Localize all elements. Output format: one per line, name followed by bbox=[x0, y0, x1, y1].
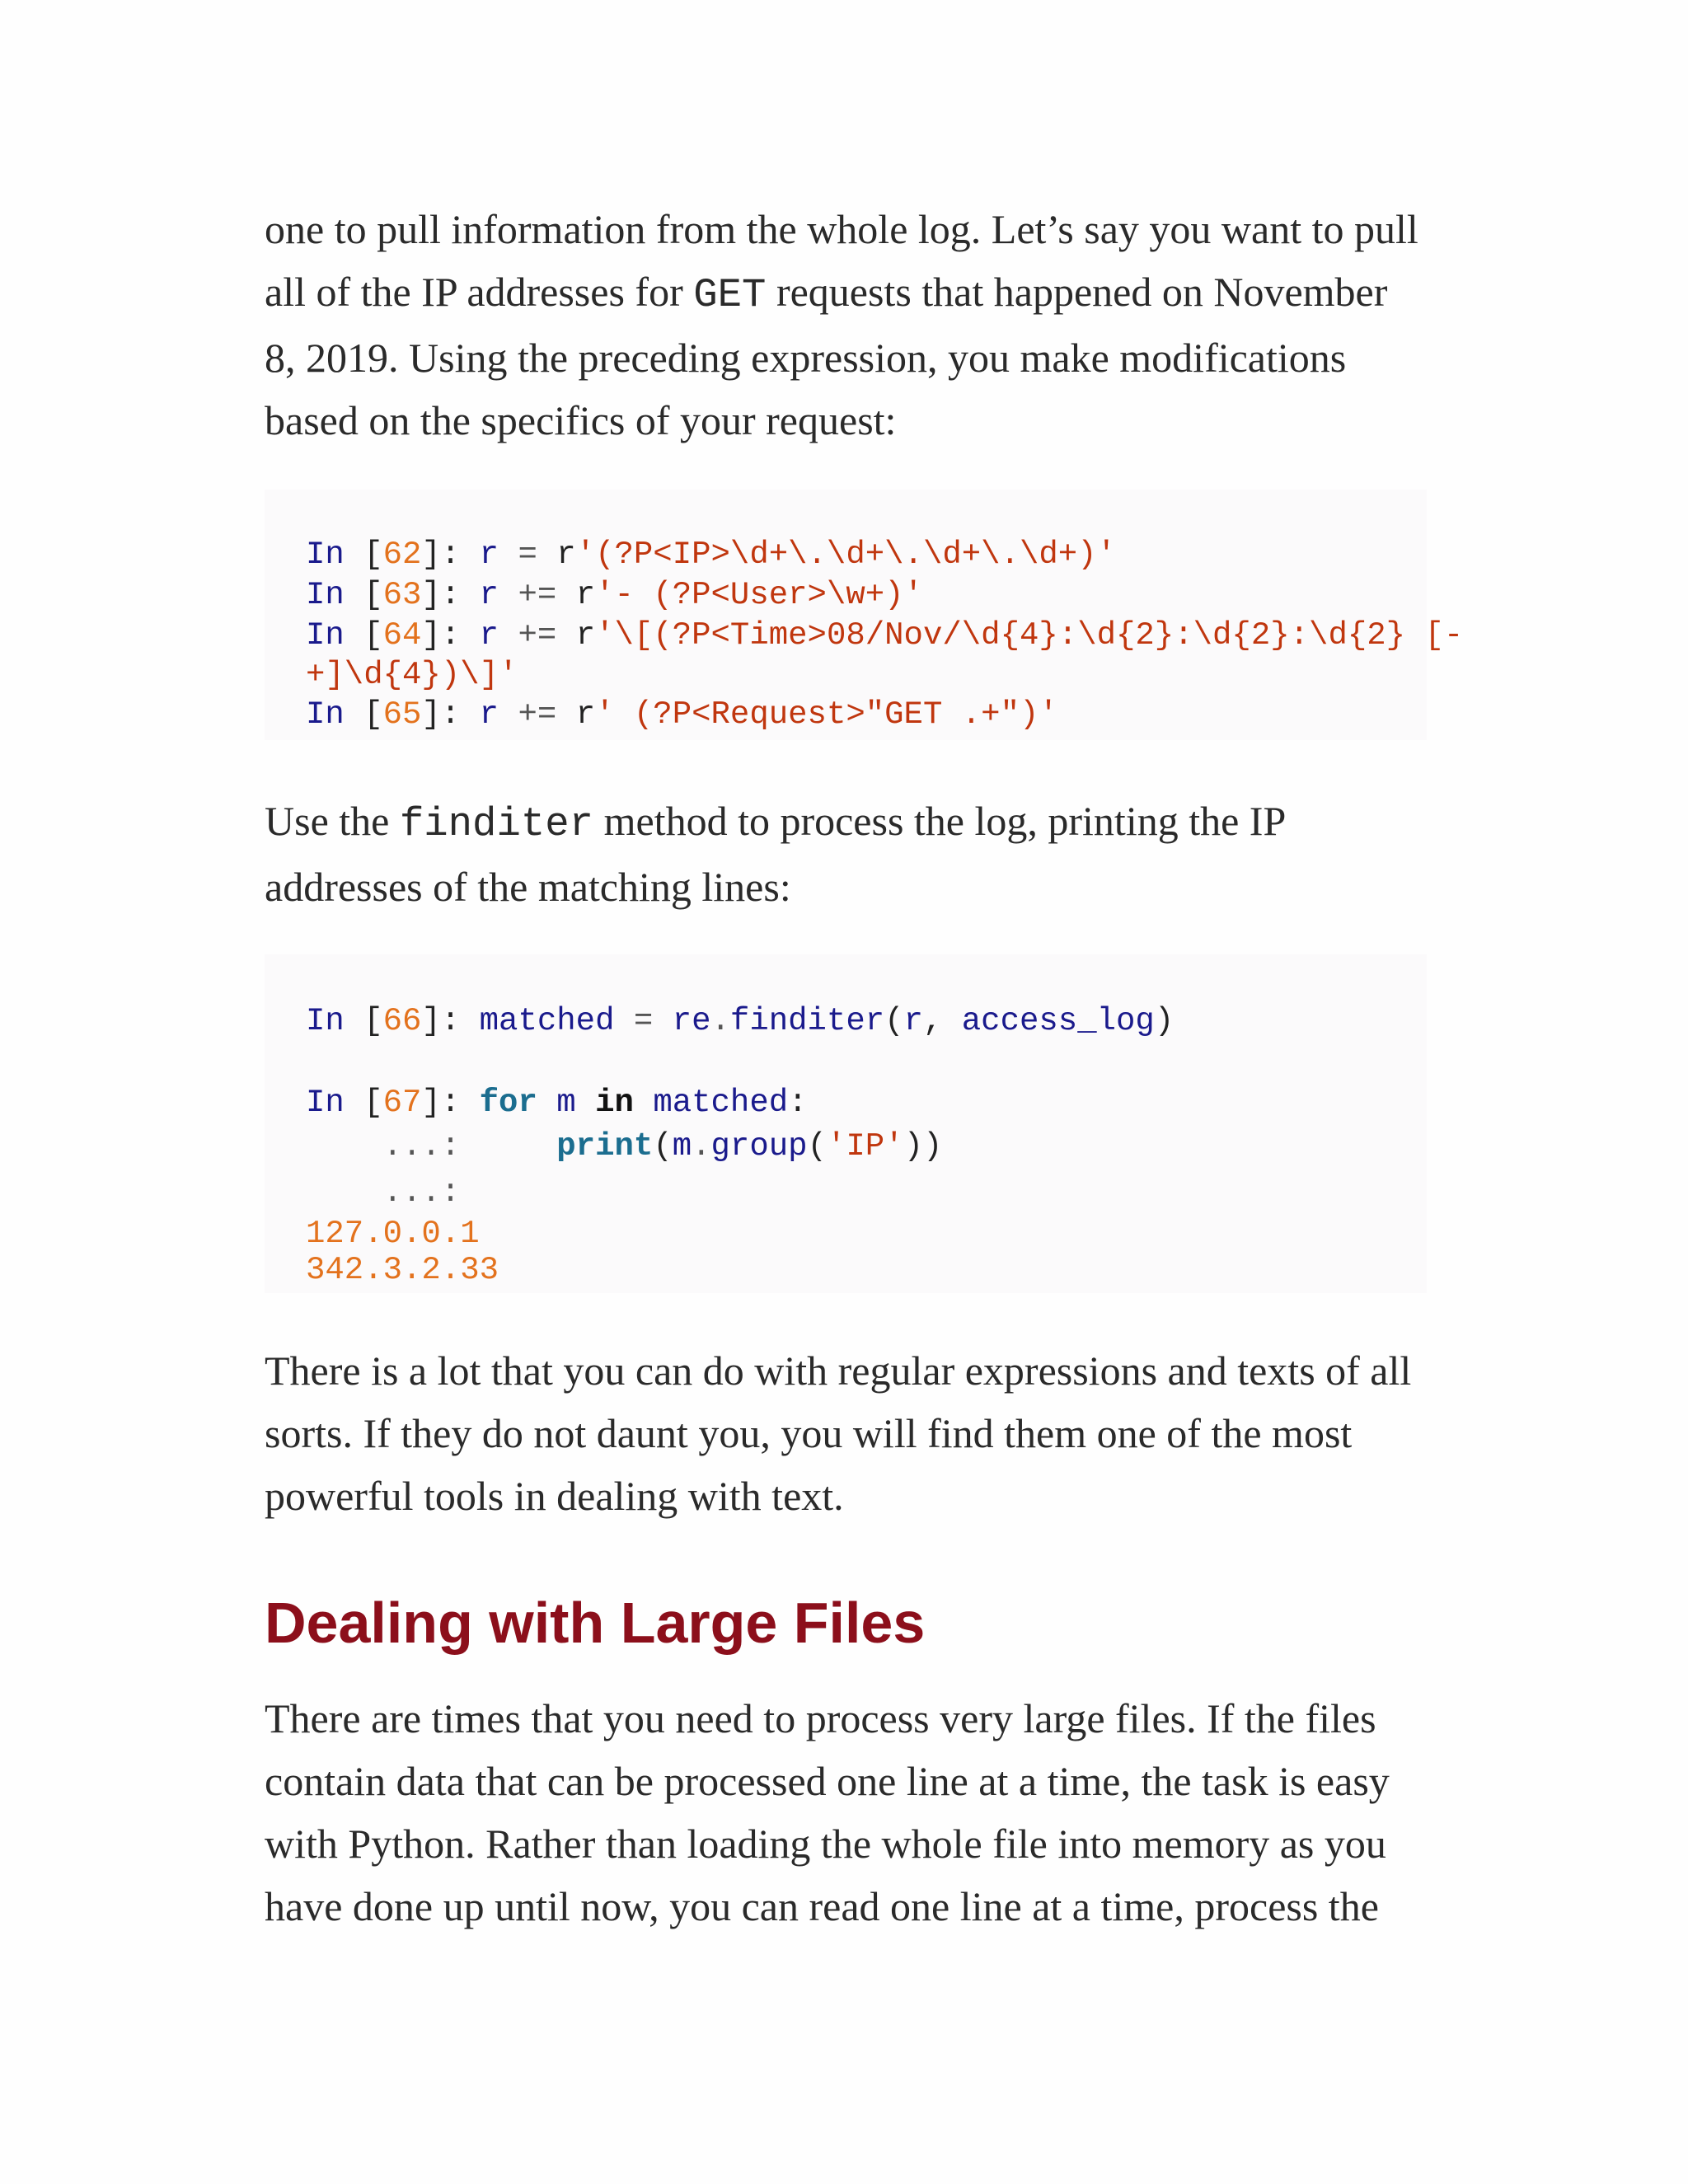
text-line: sorts. If they do not daunt you, you will find them one of the most bbox=[265, 1410, 1353, 1456]
text-line: based on the specifics of your request: bbox=[265, 397, 897, 443]
inline-code-finditer: finditer bbox=[399, 801, 594, 847]
code-output-line: 342.3.2.33 bbox=[306, 1252, 499, 1288]
text-line: requests that happened on November bbox=[766, 269, 1388, 315]
text-line: have done up until now, you can read one line at a time, process the bbox=[265, 1883, 1379, 1929]
section-heading: Dealing with Large Files bbox=[265, 1591, 926, 1655]
text-line: with Python. Rather than loading the whole file into memory as you bbox=[265, 1821, 1386, 1867]
code-blank-line bbox=[306, 1042, 1427, 1082]
code-line: In [65]: r += r' (?P<Request>"GET .+")' bbox=[306, 696, 1058, 733]
paragraph-summary bbox=[265, 1339, 1427, 1527]
code-line: ...: print(m.group('IP')) bbox=[382, 1128, 943, 1165]
text-line: method to process the log, printing the IP bbox=[593, 798, 1287, 844]
paragraph-intro bbox=[265, 198, 1427, 452]
text-line: addresses of the matching lines: bbox=[265, 864, 791, 910]
text-line: There is a lot that you can do with regular expressions and texts of all bbox=[265, 1347, 1412, 1394]
code-line: In [67]: for m in matched: bbox=[306, 1085, 808, 1121]
text-line: There are times that you need to process very large files. If the files bbox=[265, 1695, 1376, 1741]
paragraph-finditer bbox=[265, 790, 1427, 918]
text-line: Use the bbox=[265, 798, 400, 844]
code-line: ...: bbox=[382, 1174, 461, 1211]
code-line: In [64]: r += r'\[(?P<Time>08/Nov/\d{4}:\d{2}:\d{2}:\d{2} [- bbox=[306, 617, 1464, 654]
code-output-line: 127.0.0.1 bbox=[306, 1216, 480, 1252]
code-block-finditer bbox=[265, 954, 1427, 1293]
text-line: one to pull information from the whole log. Let’s say you want to pull bbox=[265, 206, 1418, 252]
code-line: In [66]: matched = re.finditer(r, access_log) bbox=[306, 1003, 1175, 1039]
text-line: 8, 2019. Using the preceding expression, you make modifications bbox=[265, 335, 1347, 381]
text-line: all of the IP addresses for bbox=[265, 269, 694, 315]
paragraph-large-files bbox=[265, 1687, 1427, 1938]
code-line: In [62]: r = r'(?P<IP>\d+\.\d+\.\d+\.\d+)' bbox=[306, 537, 1116, 573]
code-line: In [63]: r += r'- (?P<User>\w+)' bbox=[306, 577, 923, 613]
text-line: contain data that can be processed one line at a time, the task is easy bbox=[265, 1758, 1390, 1804]
code-block-regex bbox=[265, 490, 1464, 740]
inline-code-get: GET bbox=[693, 272, 767, 318]
code-line: +]\d{4})\]' bbox=[306, 657, 518, 693]
text-line: powerful tools in dealing with text. bbox=[265, 1473, 844, 1519]
page-content bbox=[265, 198, 1464, 1938]
